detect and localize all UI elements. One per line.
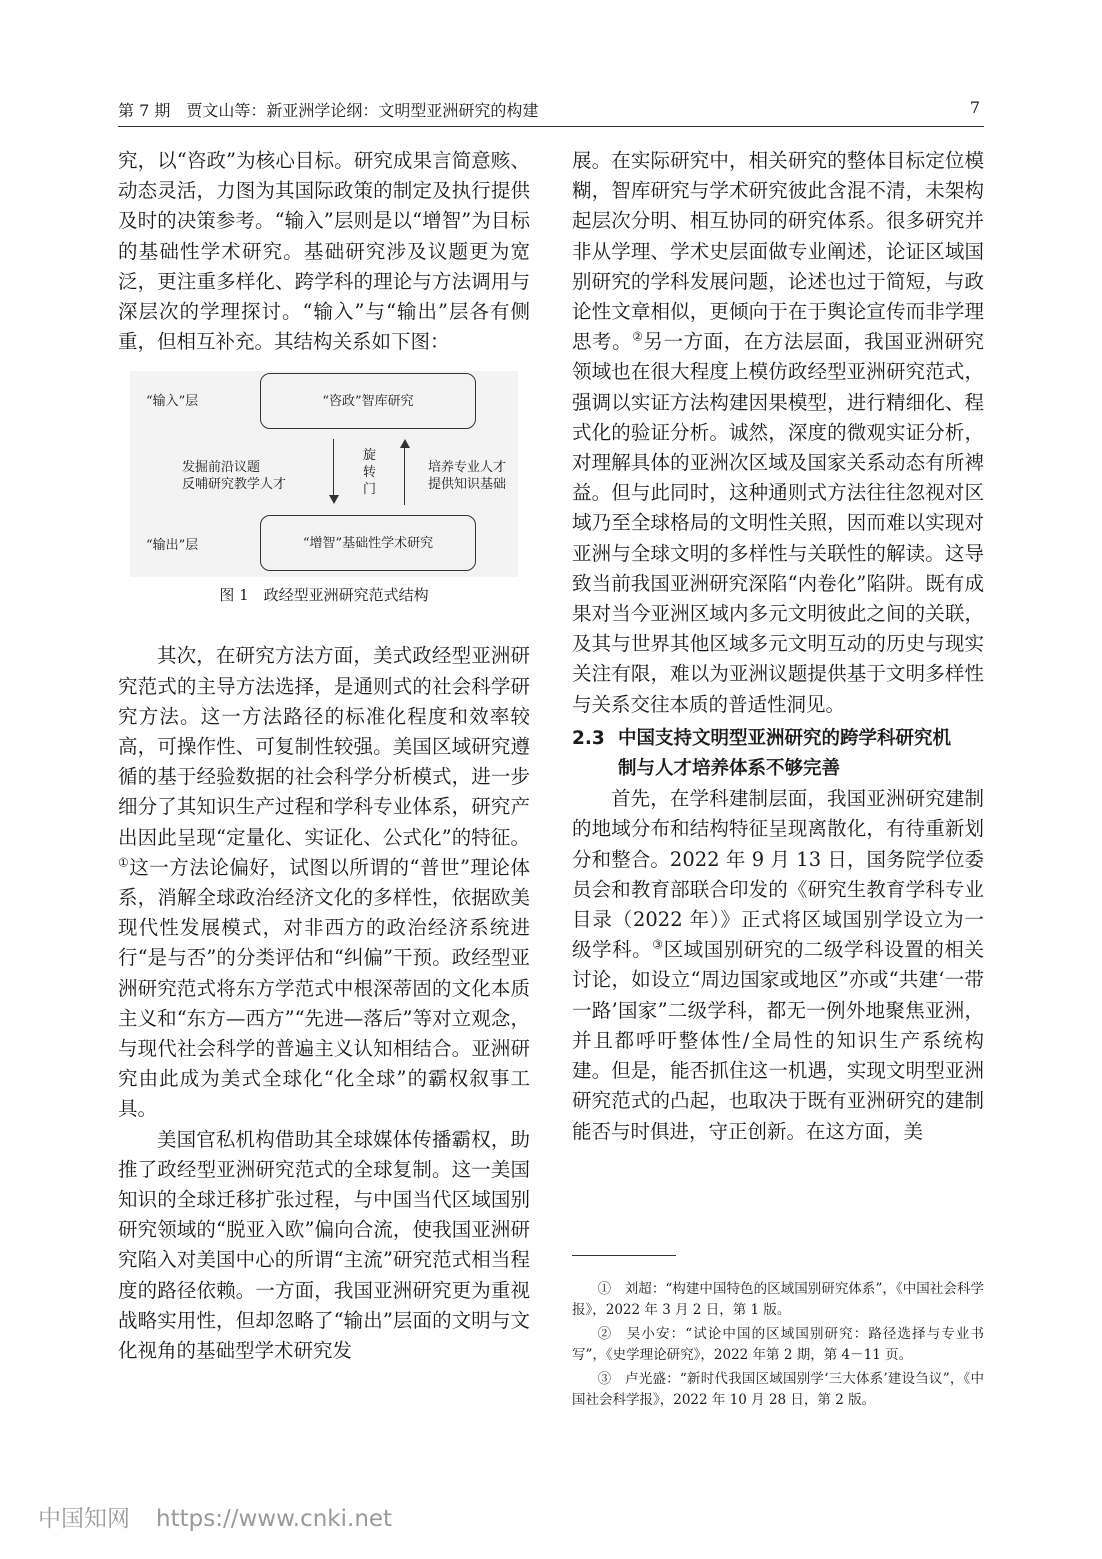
right-note-1: 培养专业人才 xyxy=(428,460,507,476)
output-layer-label: “输出”层 xyxy=(146,538,199,554)
think-tank-box xyxy=(260,373,476,429)
paragraph-text: 首先，在学科建制层面，我国亚洲研究建制的地域分布和结构特征呈现离散化，有待重新划分和整合。2022 年 9 月 13 日，国务院学位委员会和教育部联合印发的《研究生教育学科专业目录（2022 年）》正式将区域国别学设立为一级学科。 xyxy=(572,787,984,962)
input-layer-label: “输入”层 xyxy=(146,394,199,410)
paragraph: 美国官私机构借助其全球媒体传播霸权，助推了政经型亚洲研究范式的全球复制。这一美国知识的全球迁移扩张过程，与中国当代区域国别研究领域的“脱亚入欧”偏向合流，使我国亚洲研究陷入对美国中心的所谓“主流”研究范式相当程度的路径依赖。一方面，我国亚洲研究更为重视战略实用性，但却忽略了“输出”层面的文明与文化视角的基础型学术研究发 xyxy=(118,1127,530,1363)
left-note-2: 反哺研究教学人才 xyxy=(182,477,287,493)
footnote-divider xyxy=(572,1255,676,1256)
basic-research-box xyxy=(260,515,476,571)
footnotes xyxy=(572,1279,984,1414)
cnki-watermark xyxy=(38,1500,392,1533)
paragraph: 究，以“咨政”为核心目标。研究成果言简意赅、动态灵活，力图为其国际政策的制定及执行提供及时的决策参考。“输入”层则是以“增智”为目标的基础性学术研究。基础研究涉及议题更为宽泛，更注重多样化、跨学科的理论与方法调用与深层次的学理探讨。“输入”与“输出”层各有侧重，但相互补充。其结构关系如下图： xyxy=(118,149,530,354)
up-arrow-head-icon xyxy=(400,439,410,448)
section-title-line-1: 中国支持文明型亚洲研究的跨学科研究机 xyxy=(618,727,952,749)
footnote: ② 吴小安：“试论中国的区域国别研究：路径选择与专业书写”，《史学理论研究》，2022 年第 2 期，第 4－11 页。 xyxy=(572,1326,984,1363)
right-note-2: 提供知识基础 xyxy=(428,477,507,493)
paragraph-text: 区域国别研究的二级学科设置的相关讨论，如设立“周边国家或地区”亦或“共建‘一带一路’国家”二级学科，都无一例外地聚焦亚洲，并且都呼吁整体性/全局性的知识生产系统构建。但是，能否抓住这一机遇，实现文明型亚洲研究范式的凸起，也取决于既有亚洲研究的建制能否与时俱进，守正创新。在这方面，美 xyxy=(572,938,984,1143)
section-title-line-2: 制与人才培养体系不够完善 xyxy=(618,758,841,780)
figure-1-diagram xyxy=(130,371,518,577)
left-note-1: 发掘前沿议题 xyxy=(182,460,261,476)
paragraph xyxy=(572,784,984,1146)
left-column xyxy=(118,146,530,1366)
footnote-ref-3: ③ xyxy=(652,937,664,952)
basic-research-box-label: “增智”基础性学术研究 xyxy=(302,535,434,551)
header-journal-info: 第 7 期 贾文山等：新亚洲学论纲：文明型亚洲研究的构建 xyxy=(118,101,539,120)
revolving-door-char-2: 转 xyxy=(363,465,377,481)
paragraph xyxy=(572,146,984,720)
running-header xyxy=(118,98,984,127)
footnote: ① 刘超：“构建中国特色的区域国别研究体系”，《中国社会科学报》，2022 年 3 月 2 日，第 1 版。 xyxy=(572,1281,984,1318)
up-arrow-shaft xyxy=(404,447,405,505)
right-column xyxy=(572,146,984,1147)
paragraph-text: 这一方法论偏好，试图以所谓的“普世”理论体系，消解全球政治经济文化的多样性，依据欧美现代性发展模式，对非西方的政治经济系统进行“是与否”的分类评估和“纠偏”干预。政经型亚洲研究范式将东方学范式中根深蒂固的文化本质主义和“东方—西方”“先进—落后”等对立观念，与现代社会科学的普遍主义认知相结合。亚洲研究由此成为美式全球化“化全球”的霸权叙事工具。 xyxy=(118,855,530,1121)
watermark-brand: 中国知网 xyxy=(38,1506,130,1532)
paragraph xyxy=(118,641,530,1124)
revolving-door-char-3: 门 xyxy=(363,482,377,498)
watermark-url: https://www.cnki.net xyxy=(156,1506,393,1532)
footnote: ③ 卢光盛：“新时代我国区域国别学‘三大体系’建设刍议”，《中国社会科学报》，2022 年 10 月 28 日，第 2 版。 xyxy=(572,1371,984,1408)
think-tank-box-label: “咨政”智库研究 xyxy=(322,393,414,409)
footnote-ref-2: ② xyxy=(632,329,644,344)
footnote-ref-1: ① xyxy=(118,855,130,870)
down-arrow-head-icon xyxy=(329,495,339,504)
figure-caption: 图 1 政经型亚洲研究范式结构 xyxy=(219,586,429,605)
down-arrow-shaft xyxy=(333,439,334,497)
paragraph-text: 另一方面，在方法层面，我国亚洲研究领域也在很大程度上模仿政经型亚洲研究范式，强调以实证方法构建因果模型，进行精细化、程式化的验证分析。诚然，深度的微观实证分析，对理解具体的亚洲次区域及国家关系动态有所裨益。但与此同时，这种通则式方法往往忽视对区域乃至全球格局的文明性关照，因而难以实现对亚洲与全球文明的多样性与关联性的解读。这导致当前我国亚洲研究深陷“内卷化”陷阱。既有成果对当今亚洲区域内多元文明彼此之间的关联，及其与世界其他区域多元文明互动的历史与现实关注有限，难以为亚洲议题提供基于文明多样性与关系交往本质的普适性洞见。 xyxy=(572,330,984,716)
revolving-door-char-1: 旋 xyxy=(363,448,377,464)
section-number: 2.3 xyxy=(572,727,605,749)
page-number: 7 xyxy=(969,98,980,117)
section-heading xyxy=(572,724,984,784)
paragraph-text: 其次，在研究方法方面，美式政经型亚洲研究范式的主导方法选择，是通则式的社会科学研究方法。这一方法路径的标准化程度和效率较高，可操作性、可复制性较强。美国区域研究遵循的基于经验数据的社会科学分析模式，进一步细分了其知识生产过程和学科专业体系，研究产出因此呈现“定量化、实证化、公式化”的特征。 xyxy=(118,644,530,849)
paragraph-text: 展。在实际研究中，相关研究的整体目标定位模糊，智库研究与学术研究彼此含混不清，未架构起层次分明、相互协同的研究体系。很多研究并非从学理、学术史层面做专业阐述，论证区域国别研究的学科发展问题，论述也过于简短，与政论性文章相似，更倾向于在于舆论宣传而非学理思考。 xyxy=(572,149,984,354)
